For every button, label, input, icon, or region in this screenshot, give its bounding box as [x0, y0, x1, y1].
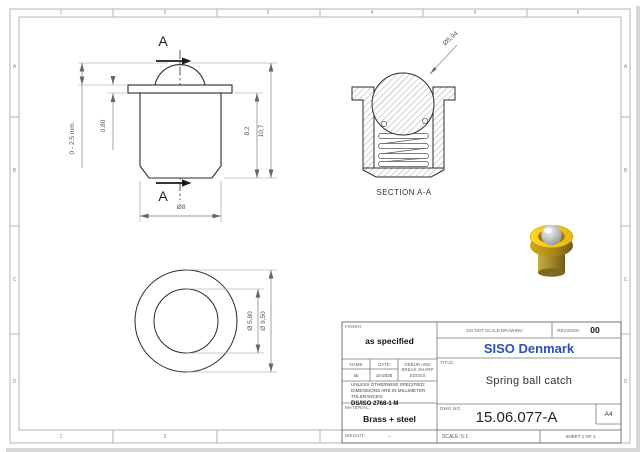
name-column-header: NAME	[349, 361, 363, 367]
spec-line-1: UNLESS OTHERWISE SPECIFIED:	[351, 382, 426, 387]
dwg-no-label: DWG NO.	[440, 406, 462, 411]
drawing-title: Spring ball catch	[485, 375, 573, 387]
dim-flange-thickness: 0,80	[100, 119, 107, 133]
zone-label-bottom: 1	[59, 434, 63, 440]
dim-ball-protrusion: 0 - 2.5 mm.	[69, 121, 76, 155]
weight-label: WEIGHT:	[345, 433, 366, 438]
paper-size: A4	[604, 410, 613, 418]
spec-line-2: DIMENSIONS ARE IN MILLIMETER	[351, 387, 426, 393]
zone-label-top: 2	[163, 10, 167, 16]
dim-outer-diameter: Ø 9,50	[260, 311, 267, 331]
dim-inner-diameter: Ø 5,80	[247, 311, 254, 331]
drawing-number: 15.06.077-A	[475, 408, 558, 426]
material-label: MATERIAL:	[345, 405, 371, 410]
material-value: Brass + steel	[363, 413, 416, 424]
finish-label: FINISH:	[345, 324, 363, 329]
zone-label-bottom: 2	[163, 434, 167, 440]
page-edge-shadow-bottom	[6, 448, 640, 452]
zone-label-left: A	[12, 64, 17, 70]
zone-label-left: B	[12, 168, 17, 174]
zone-label-right: C	[623, 277, 628, 283]
section-arrow-label-bottom: A	[158, 188, 168, 204]
finish-value: as specified	[365, 336, 414, 346]
section-view	[352, 45, 457, 177]
spec-line-3: TOLERANCES:	[351, 393, 384, 399]
dim-total-height: 10,7	[258, 124, 265, 138]
zone-label-top: 4	[370, 10, 374, 16]
page-edge-shadow-right	[636, 6, 640, 452]
section-view-title: SECTION A-A	[376, 188, 432, 197]
revision-label: REVISION	[557, 327, 579, 333]
dim-body-height: 8,2	[244, 126, 251, 136]
debur-note: DEBUR AND BREAK SHARP EDGES	[401, 361, 434, 378]
sheet-text: SHEET 1 OF 1	[565, 434, 596, 439]
tolerance-standard: DS/ISO 2768-1 M	[351, 400, 399, 407]
revision-value: 00	[590, 325, 600, 335]
zone-label-right: D	[623, 379, 628, 385]
zone-label-left: D	[12, 379, 17, 385]
zone-label-top: 1	[59, 10, 63, 16]
scale-text: SCALE: 5:1	[442, 433, 469, 440]
date-column-header: DATE	[378, 361, 390, 367]
part-3d-render	[530, 225, 573, 277]
weight-value: -	[388, 433, 391, 440]
name-value: sb	[353, 372, 359, 378]
dim-body-diameter: Ø8	[176, 204, 186, 211]
zone-label-left: C	[12, 277, 17, 283]
zone-label-top: 5	[473, 10, 477, 16]
dim-ball-diameter: Ø5,94	[441, 30, 460, 48]
do-not-scale-note: DO NOT SCALE DRAWING	[466, 327, 523, 333]
title-label: TITLE:	[440, 360, 455, 365]
zone-label-top: 6	[576, 10, 580, 16]
zone-label-top: 3	[266, 10, 270, 16]
zone-label-right: A	[623, 64, 628, 70]
section-arrow-label-top: A	[158, 33, 168, 49]
date-value: 10-2025	[375, 372, 393, 378]
company-name: SISO Denmark	[483, 340, 575, 356]
zone-label-right: B	[623, 168, 628, 174]
